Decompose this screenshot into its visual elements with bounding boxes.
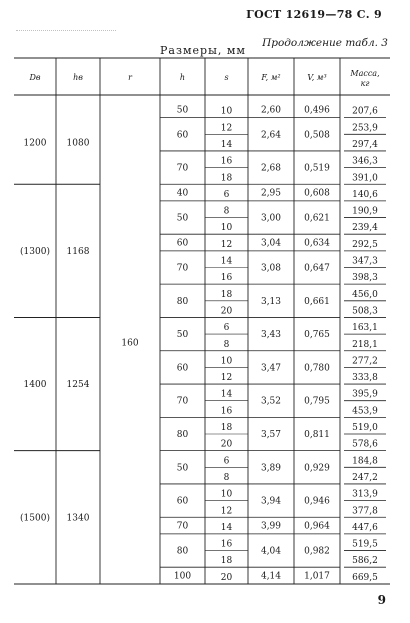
column-header: h (179, 73, 186, 82)
mass-cell: 297,4 (352, 139, 378, 150)
column-header: hв (73, 73, 83, 82)
sizes-caption: Размеры, мм (160, 44, 246, 57)
diameter-cell: 1200 (23, 138, 47, 149)
mass-cell: 277,2 (352, 356, 378, 367)
s-cell: 16 (220, 156, 233, 167)
area-cell: 3,00 (260, 213, 282, 224)
mass-cell: 184,8 (352, 456, 378, 467)
column-header: кг (360, 79, 370, 88)
s-cell: 12 (220, 239, 233, 250)
s-cell: 8 (223, 472, 230, 483)
area-cell: 4,04 (260, 546, 282, 557)
volume-cell: 0,982 (304, 546, 330, 557)
h-cell: 70 (176, 396, 189, 407)
h-cell: 80 (176, 546, 189, 557)
height-cell: 1340 (66, 513, 90, 524)
mass-cell: 333,8 (352, 373, 378, 384)
mass-cell: 391,0 (352, 173, 378, 184)
h-cell: 50 (176, 105, 189, 116)
h-cell: 60 (176, 496, 189, 507)
s-cell: 6 (223, 456, 230, 467)
area-cell: 4,14 (260, 571, 282, 582)
column-header: F, м² (261, 73, 281, 82)
diameter-cell: 1400 (23, 380, 47, 391)
area-cell: 3,94 (260, 496, 282, 507)
area-cell: 3,89 (260, 463, 282, 474)
s-cell: 16 (220, 539, 233, 550)
mass-cell: 398,3 (352, 273, 378, 284)
area-cell: 2,95 (260, 188, 282, 199)
area-cell: 2,60 (260, 105, 282, 116)
s-cell: 18 (220, 173, 233, 184)
s-cell: 14 (220, 389, 233, 400)
area-cell: 3,04 (260, 238, 282, 249)
column-header: Dв (29, 73, 41, 82)
volume-cell: 0,608 (304, 188, 330, 199)
s-cell: 12 (220, 123, 233, 134)
mass-cell: 453,9 (352, 406, 378, 417)
s-cell: 20 (220, 439, 233, 450)
mass-cell: 247,2 (352, 472, 378, 483)
volume-cell: 0,519 (304, 163, 330, 174)
s-cell: 10 (220, 489, 233, 500)
volume-cell: 0,795 (304, 396, 330, 407)
s-cell: 6 (223, 189, 230, 200)
volume-cell: 0,508 (304, 130, 330, 141)
s-cell: 8 (223, 339, 230, 350)
mass-cell: 586,2 (352, 556, 378, 567)
height-cell: 1254 (66, 380, 90, 391)
s-cell: 10 (220, 106, 233, 117)
volume-cell: 0,621 (304, 213, 330, 224)
s-cell: 10 (220, 223, 233, 234)
column-header: V, м³ (307, 73, 327, 82)
mass-cell: 519,5 (352, 539, 378, 550)
h-cell: 70 (176, 163, 189, 174)
radius-cell: 160 (121, 338, 139, 349)
h-cell: 70 (176, 521, 189, 532)
s-cell: 18 (220, 289, 233, 300)
diameter-cell: (1300) (20, 246, 50, 257)
volume-cell: 0,929 (304, 463, 330, 474)
h-cell: 100 (173, 571, 192, 582)
s-cell: 16 (220, 406, 233, 417)
s-cell: 12 (220, 373, 233, 384)
h-cell: 60 (176, 238, 189, 249)
area-cell: 3,13 (260, 296, 282, 307)
s-cell: 14 (220, 256, 233, 267)
column-header: Масса, (350, 69, 380, 78)
height-cell: 1168 (66, 246, 90, 257)
volume-cell: 0,647 (304, 263, 330, 274)
mass-cell: 447,6 (352, 522, 378, 533)
volume-cell: 0,765 (304, 330, 330, 341)
mass-cell: 377,8 (352, 506, 378, 517)
column-header: s (224, 73, 229, 82)
h-cell: 70 (176, 263, 189, 274)
s-cell: 18 (220, 423, 233, 433)
volume-cell: 0,946 (304, 496, 330, 507)
s-cell: 14 (220, 139, 233, 150)
h-cell: 60 (176, 130, 189, 141)
volume-cell: 0,964 (304, 521, 330, 532)
mass-cell: 508,3 (352, 306, 378, 317)
mass-cell: 519,0 (352, 423, 378, 433)
h-cell: 80 (176, 296, 189, 307)
mass-cell: 163,1 (352, 323, 378, 334)
h-cell: 50 (176, 330, 189, 341)
height-cell: 1080 (66, 138, 90, 149)
area-cell: 3,57 (260, 430, 282, 440)
mass-cell: 140,6 (352, 189, 378, 200)
s-cell: 20 (220, 306, 233, 317)
mass-cell: 218,1 (352, 339, 378, 350)
page-number: 9 (377, 593, 386, 607)
volume-cell: 0,780 (304, 363, 330, 374)
s-cell: 14 (220, 522, 233, 533)
area-cell: 3,52 (260, 396, 282, 407)
mass-cell: 346,3 (352, 156, 378, 167)
volume-cell: 0,634 (304, 238, 330, 249)
mass-cell: 578,6 (352, 439, 378, 450)
mass-cell: 347,3 (352, 256, 378, 267)
mass-cell: 190,9 (352, 206, 378, 217)
area-cell: 2,68 (260, 163, 282, 174)
column-header: r (128, 73, 132, 82)
area-cell: 2,64 (260, 130, 282, 141)
mass-cell: 456,0 (352, 289, 378, 300)
mass-cell: 253,9 (352, 123, 378, 134)
mass-cell: 292,5 (352, 239, 378, 250)
h-cell: 50 (176, 463, 189, 474)
area-cell: 3,43 (260, 330, 282, 341)
h-cell: 40 (176, 188, 189, 199)
mass-cell: 669,5 (352, 572, 378, 583)
volume-cell: 0,811 (304, 430, 330, 440)
s-cell: 12 (220, 506, 233, 517)
s-cell: 16 (220, 273, 233, 284)
h-cell: 50 (176, 213, 189, 224)
s-cell: 6 (223, 323, 230, 334)
s-cell: 18 (220, 556, 233, 567)
document-header: ГОСТ 12619—78 С. 9 (246, 8, 382, 21)
area-cell: 3,99 (260, 521, 282, 532)
volume-cell: 0,661 (304, 296, 330, 307)
volume-cell: 1,017 (304, 571, 330, 582)
area-cell: 3,08 (260, 263, 282, 274)
h-cell: 60 (176, 363, 189, 374)
mass-cell: 207,6 (352, 106, 378, 117)
diameter-cell: (1500) (20, 513, 50, 524)
area-cell: 3,47 (260, 363, 282, 374)
s-cell: 20 (220, 572, 233, 583)
s-cell: 8 (223, 206, 230, 217)
continuation-caption: Продолжение табл. 3 (262, 37, 388, 49)
mass-cell: 313,9 (352, 489, 378, 500)
mass-cell: 395,9 (352, 389, 378, 400)
volume-cell: 0,496 (304, 105, 330, 116)
s-cell: 10 (220, 356, 233, 367)
h-cell: 80 (176, 430, 189, 440)
mass-cell: 239,4 (352, 223, 378, 234)
